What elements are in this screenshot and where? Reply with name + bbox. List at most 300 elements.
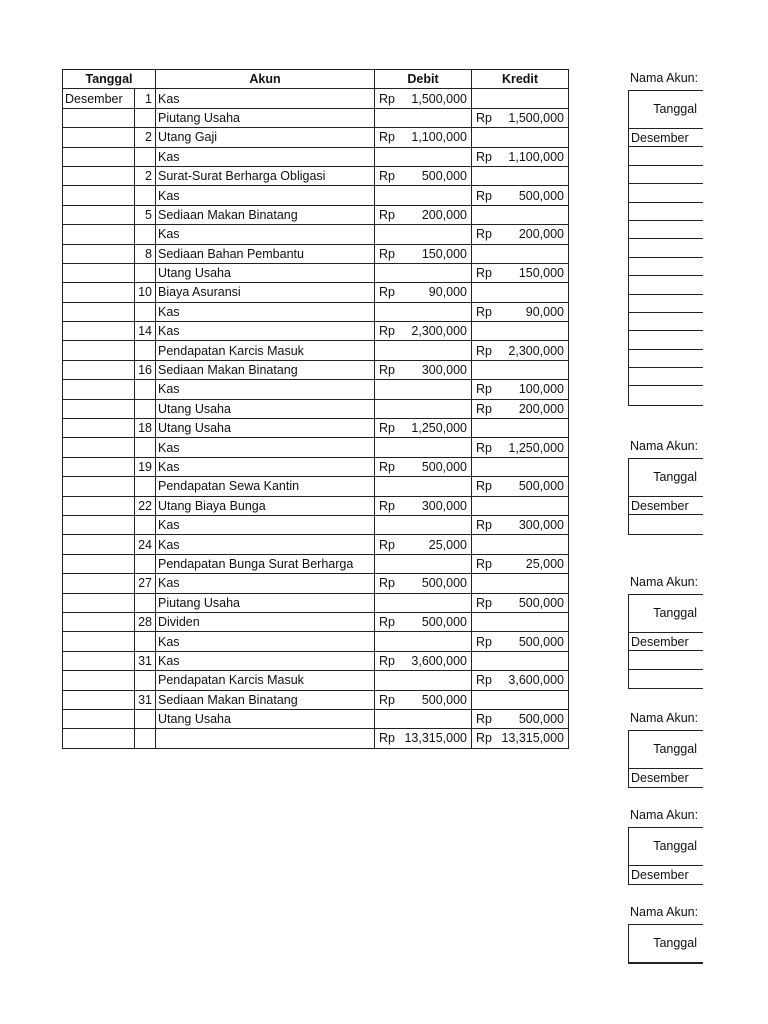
cell-account: Kas (156, 632, 375, 651)
cell-day: 31 (135, 651, 156, 670)
cell-credit (472, 360, 569, 379)
cell-credit (472, 244, 569, 263)
cell-credit (472, 671, 569, 690)
cell-month (63, 147, 135, 166)
cell-day: 16 (135, 360, 156, 379)
credit-currency: Rp (476, 149, 492, 164)
cell-month (63, 205, 135, 224)
ledger-account-name-label: Nama Akun: (630, 711, 699, 725)
cell-debit (375, 438, 472, 457)
cell-credit (472, 399, 569, 418)
cell-day (135, 302, 156, 321)
cell-account: Utang Usaha (156, 263, 375, 282)
cell-account (156, 729, 375, 748)
cell-day (135, 263, 156, 282)
ledger-row (629, 350, 703, 368)
cell-day (135, 186, 156, 205)
table-row (63, 147, 569, 166)
credit-amount: 13,315,000 (501, 731, 564, 746)
ledger-row (629, 313, 703, 331)
credit-currency: Rp (476, 401, 492, 416)
cell-credit (472, 108, 569, 127)
cell-month (63, 535, 135, 554)
table-row (63, 535, 569, 554)
table-row (63, 515, 569, 534)
cell-day (135, 593, 156, 612)
debit-amount: 1,250,000 (411, 421, 467, 436)
cell-month (63, 496, 135, 515)
cell-credit (472, 709, 569, 728)
credit-amount: 1,250,000 (508, 440, 564, 455)
cell-debit (375, 457, 472, 476)
ledger-date-header: Tanggal (629, 828, 703, 866)
cell-debit (375, 147, 472, 166)
cell-day (135, 477, 156, 496)
ledger-table (628, 594, 703, 689)
cell-credit (472, 496, 569, 515)
header-debit: Debit (375, 70, 472, 89)
table-row (63, 419, 569, 438)
debit-amount: 300,000 (421, 363, 467, 378)
cell-account: Sediaan Makan Binatang (156, 690, 375, 709)
credit-currency: Rp (476, 110, 492, 125)
credit-amount: 3,600,000 (508, 673, 564, 688)
cell-day: 28 (135, 612, 156, 631)
cell-day: 19 (135, 457, 156, 476)
table-row (63, 399, 569, 418)
cell-debit (375, 574, 472, 593)
cell-day (135, 709, 156, 728)
ledger-date-header: Tanggal (629, 731, 703, 769)
cell-day (135, 515, 156, 534)
ledger-row (629, 203, 703, 221)
debit-amount: 150,000 (421, 246, 467, 261)
ledger-table (628, 458, 703, 535)
cell-account: Sediaan Bahan Pembantu (156, 244, 375, 263)
cell-day (135, 147, 156, 166)
cell-account: Kas (156, 147, 375, 166)
debit-currency: Rp (379, 246, 395, 261)
ledger-row (629, 184, 703, 202)
ledger-row (629, 239, 703, 257)
table-row (63, 632, 569, 651)
cell-credit (472, 225, 569, 244)
cell-credit (472, 283, 569, 302)
cell-debit (375, 89, 472, 108)
table-row (63, 612, 569, 631)
table-row (63, 496, 569, 515)
table-row (63, 244, 569, 263)
cell-debit (375, 729, 472, 748)
debit-amount: 300,000 (421, 498, 467, 513)
header-credit: Kredit (472, 70, 569, 89)
cell-month (63, 729, 135, 748)
cell-month (63, 671, 135, 690)
debit-currency: Rp (379, 653, 395, 668)
cell-account: Utang Gaji (156, 128, 375, 147)
debit-amount: 500,000 (421, 576, 467, 591)
cell-account: Pendapatan Bunga Surat Berharga (156, 554, 375, 573)
cell-day: 31 (135, 690, 156, 709)
cell-debit (375, 477, 472, 496)
debit-amount: 500,000 (421, 169, 467, 184)
table-row (63, 477, 569, 496)
cell-day (135, 554, 156, 573)
cell-account: Kas (156, 438, 375, 457)
credit-amount: 200,000 (518, 227, 564, 242)
cell-month (63, 341, 135, 360)
cell-account: Surat-Surat Berharga Obligasi (156, 166, 375, 185)
cell-debit (375, 244, 472, 263)
general-journal-table (62, 69, 569, 749)
ledger-row (629, 386, 703, 404)
cell-day (135, 729, 156, 748)
table-row (63, 457, 569, 476)
ledger-account-name-label: Nama Akun: (630, 808, 699, 822)
cell-credit (472, 322, 569, 341)
debit-amount: 3,600,000 (411, 653, 467, 668)
cell-debit (375, 496, 472, 515)
cell-day (135, 108, 156, 127)
cell-account: Kas (156, 380, 375, 399)
debit-amount: 1,500,000 (411, 91, 467, 106)
ledger-row (629, 166, 703, 184)
cell-month (63, 186, 135, 205)
credit-amount: 150,000 (518, 266, 564, 281)
ledger-table (628, 924, 703, 964)
ledger-row (629, 651, 703, 669)
cell-month (63, 263, 135, 282)
ledger-date-header: Tanggal (629, 925, 703, 963)
table-row (63, 360, 569, 379)
cell-account: Kas (156, 89, 375, 108)
cell-day (135, 341, 156, 360)
credit-amount: 25,000 (525, 556, 564, 571)
cell-month (63, 128, 135, 147)
cell-month (63, 593, 135, 612)
cell-debit (375, 554, 472, 573)
debit-amount: 500,000 (421, 615, 467, 630)
credit-currency: Rp (476, 556, 492, 571)
cell-month (63, 709, 135, 728)
cell-credit (472, 632, 569, 651)
cell-day: 8 (135, 244, 156, 263)
credit-amount: 500,000 (518, 188, 564, 203)
table-row (63, 729, 569, 748)
table-row (63, 302, 569, 321)
cell-day: 27 (135, 574, 156, 593)
ledger-table (628, 730, 703, 788)
debit-currency: Rp (379, 169, 395, 184)
cell-credit (472, 535, 569, 554)
cell-credit (472, 263, 569, 282)
cell-day (135, 399, 156, 418)
debit-currency: Rp (379, 324, 395, 339)
debit-amount: 1,100,000 (411, 130, 467, 145)
cell-month (63, 515, 135, 534)
cell-day (135, 380, 156, 399)
table-row (63, 341, 569, 360)
cell-debit (375, 128, 472, 147)
cell-debit (375, 341, 472, 360)
cell-account: Pendapatan Karcis Masuk (156, 671, 375, 690)
ledger-row: Desember (629, 129, 703, 147)
cell-credit (472, 147, 569, 166)
cell-month (63, 360, 135, 379)
credit-currency: Rp (476, 382, 492, 397)
debit-currency: Rp (379, 91, 395, 106)
credit-amount: 90,000 (525, 304, 564, 319)
credit-currency: Rp (476, 227, 492, 242)
cell-credit (472, 612, 569, 631)
cell-day: 2 (135, 128, 156, 147)
cell-credit (472, 515, 569, 534)
cell-debit (375, 651, 472, 670)
cell-account: Pendapatan Sewa Kantin (156, 477, 375, 496)
cell-month (63, 302, 135, 321)
cell-credit (472, 457, 569, 476)
credit-currency: Rp (476, 266, 492, 281)
journal-body (63, 89, 569, 748)
cell-credit (472, 341, 569, 360)
cell-credit (472, 593, 569, 612)
cell-account: Piutang Usaha (156, 593, 375, 612)
cell-month (63, 244, 135, 263)
cell-credit (472, 186, 569, 205)
cell-debit (375, 225, 472, 244)
ledger-row: Desember (631, 771, 689, 785)
cell-debit (375, 671, 472, 690)
journal-header-row (63, 70, 569, 89)
cell-account: Kas (156, 574, 375, 593)
credit-currency: Rp (476, 479, 492, 494)
cell-account: Kas (156, 186, 375, 205)
cell-debit (375, 283, 472, 302)
credit-amount: 300,000 (518, 518, 564, 533)
table-row (63, 593, 569, 612)
cell-credit (472, 419, 569, 438)
cell-day (135, 671, 156, 690)
table-row (63, 380, 569, 399)
table-row (63, 554, 569, 573)
cell-account: Sediaan Makan Binatang (156, 360, 375, 379)
debit-currency: Rp (379, 421, 395, 436)
credit-amount: 500,000 (518, 479, 564, 494)
credit-currency: Rp (476, 518, 492, 533)
cell-account: Kas (156, 302, 375, 321)
ledger-date-header: Tanggal (629, 91, 703, 129)
ledger-row (629, 276, 703, 294)
cell-credit (472, 438, 569, 457)
ledger-table (628, 90, 703, 406)
table-row (63, 283, 569, 302)
cell-account: Piutang Usaha (156, 108, 375, 127)
debit-currency: Rp (379, 498, 395, 513)
cell-credit (472, 651, 569, 670)
cell-month (63, 690, 135, 709)
ledger-date-header: Tanggal (629, 595, 703, 633)
cell-account: Utang Usaha (156, 419, 375, 438)
table-row (63, 205, 569, 224)
cell-day: 18 (135, 419, 156, 438)
cell-account: Kas (156, 515, 375, 534)
ledger-row (629, 147, 703, 165)
credit-currency: Rp (476, 304, 492, 319)
debit-amount: 90,000 (428, 285, 467, 300)
credit-currency: Rp (476, 343, 492, 358)
ledger-account-name-label: Nama Akun: (630, 439, 699, 453)
table-row (63, 651, 569, 670)
ledger-table (628, 827, 703, 885)
credit-currency: Rp (476, 673, 492, 688)
cell-day (135, 225, 156, 244)
ledger-row (629, 670, 703, 688)
cell-month (63, 108, 135, 127)
cell-debit (375, 419, 472, 438)
table-row (63, 89, 569, 108)
debit-currency: Rp (379, 615, 395, 630)
table-row (63, 671, 569, 690)
cell-debit (375, 535, 472, 554)
cell-debit (375, 709, 472, 728)
cell-credit (472, 302, 569, 321)
table-row (63, 263, 569, 282)
credit-currency: Rp (476, 440, 492, 455)
cell-account: Utang Usaha (156, 709, 375, 728)
cell-debit (375, 263, 472, 282)
debit-currency: Rp (379, 207, 395, 222)
debit-currency: Rp (379, 692, 395, 707)
cell-day: 5 (135, 205, 156, 224)
cell-month (63, 419, 135, 438)
ledger-row (629, 515, 703, 533)
cell-credit (472, 554, 569, 573)
header-date: Tanggal (63, 70, 156, 89)
ledger-row (629, 331, 703, 349)
cell-month (63, 554, 135, 573)
debit-amount: 2,300,000 (411, 324, 467, 339)
ledger-row (629, 221, 703, 239)
cell-credit (472, 128, 569, 147)
cell-account: Kas (156, 225, 375, 244)
cell-debit (375, 302, 472, 321)
ledger-account-name-label: Nama Akun: (630, 71, 699, 85)
table-row (63, 166, 569, 185)
cell-credit (472, 574, 569, 593)
debit-amount: 13,315,000 (404, 731, 467, 746)
cell-debit (375, 515, 472, 534)
cell-debit (375, 593, 472, 612)
cell-account: Pendapatan Karcis Masuk (156, 341, 375, 360)
cell-account: Sediaan Makan Binatang (156, 205, 375, 224)
cell-credit (472, 729, 569, 748)
cell-account: Kas (156, 322, 375, 341)
cell-credit (472, 89, 569, 108)
debit-amount: 200,000 (421, 207, 467, 222)
cell-account: Biaya Asuransi (156, 283, 375, 302)
cell-account: Utang Biaya Bunga (156, 496, 375, 515)
table-row (63, 186, 569, 205)
table-row (63, 438, 569, 457)
cell-debit (375, 612, 472, 631)
credit-amount: 1,500,000 (508, 110, 564, 125)
cell-debit (375, 690, 472, 709)
table-row (63, 574, 569, 593)
cell-debit (375, 186, 472, 205)
cell-debit (375, 108, 472, 127)
ledger-row (629, 258, 703, 276)
cell-month (63, 225, 135, 244)
cell-account: Kas (156, 457, 375, 476)
cell-credit (472, 166, 569, 185)
cell-month (63, 632, 135, 651)
cell-credit (472, 205, 569, 224)
cell-day: 1 (135, 89, 156, 108)
table-row (63, 128, 569, 147)
cell-credit (472, 477, 569, 496)
ledger-row (629, 368, 703, 386)
debit-amount: 25,000 (428, 537, 467, 552)
debit-currency: Rp (379, 363, 395, 378)
debit-amount: 500,000 (421, 692, 467, 707)
table-row (63, 709, 569, 728)
cell-debit (375, 380, 472, 399)
cell-month (63, 399, 135, 418)
cell-account: Utang Usaha (156, 399, 375, 418)
cell-day: 2 (135, 166, 156, 185)
cell-debit (375, 322, 472, 341)
ledger-row: Desember (629, 633, 703, 651)
cell-month (63, 283, 135, 302)
cell-month (63, 574, 135, 593)
debit-currency: Rp (379, 285, 395, 300)
cell-month (63, 438, 135, 457)
cell-account: Dividen (156, 612, 375, 631)
credit-amount: 200,000 (518, 401, 564, 416)
cell-credit (472, 380, 569, 399)
cell-day (135, 632, 156, 651)
cell-day: 22 (135, 496, 156, 515)
credit-amount: 500,000 (518, 712, 564, 727)
cell-month (63, 651, 135, 670)
cell-day: 10 (135, 283, 156, 302)
ledger-row (629, 295, 703, 313)
debit-currency: Rp (379, 460, 395, 474)
ledger-account-name-label: Nama Akun: (630, 905, 699, 919)
cell-day (135, 438, 156, 457)
cell-account: Kas (156, 651, 375, 670)
table-row (63, 108, 569, 127)
table-row (63, 225, 569, 244)
cell-debit (375, 632, 472, 651)
debit-currency: Rp (379, 130, 395, 145)
cell-debit (375, 166, 472, 185)
ledger-account-name-label: Nama Akun: (630, 575, 699, 589)
credit-amount: 1,100,000 (508, 149, 564, 164)
cell-month (63, 477, 135, 496)
credit-currency: Rp (476, 731, 492, 746)
cell-credit (472, 690, 569, 709)
ledger-row: Desember (629, 497, 703, 515)
cell-month (63, 380, 135, 399)
credit-amount: 500,000 (518, 595, 564, 610)
cell-month (63, 457, 135, 476)
credit-amount: 2,300,000 (508, 343, 564, 358)
cell-debit (375, 399, 472, 418)
credit-currency: Rp (476, 188, 492, 203)
debit-amount: 500,000 (421, 460, 467, 474)
cell-debit (375, 360, 472, 379)
